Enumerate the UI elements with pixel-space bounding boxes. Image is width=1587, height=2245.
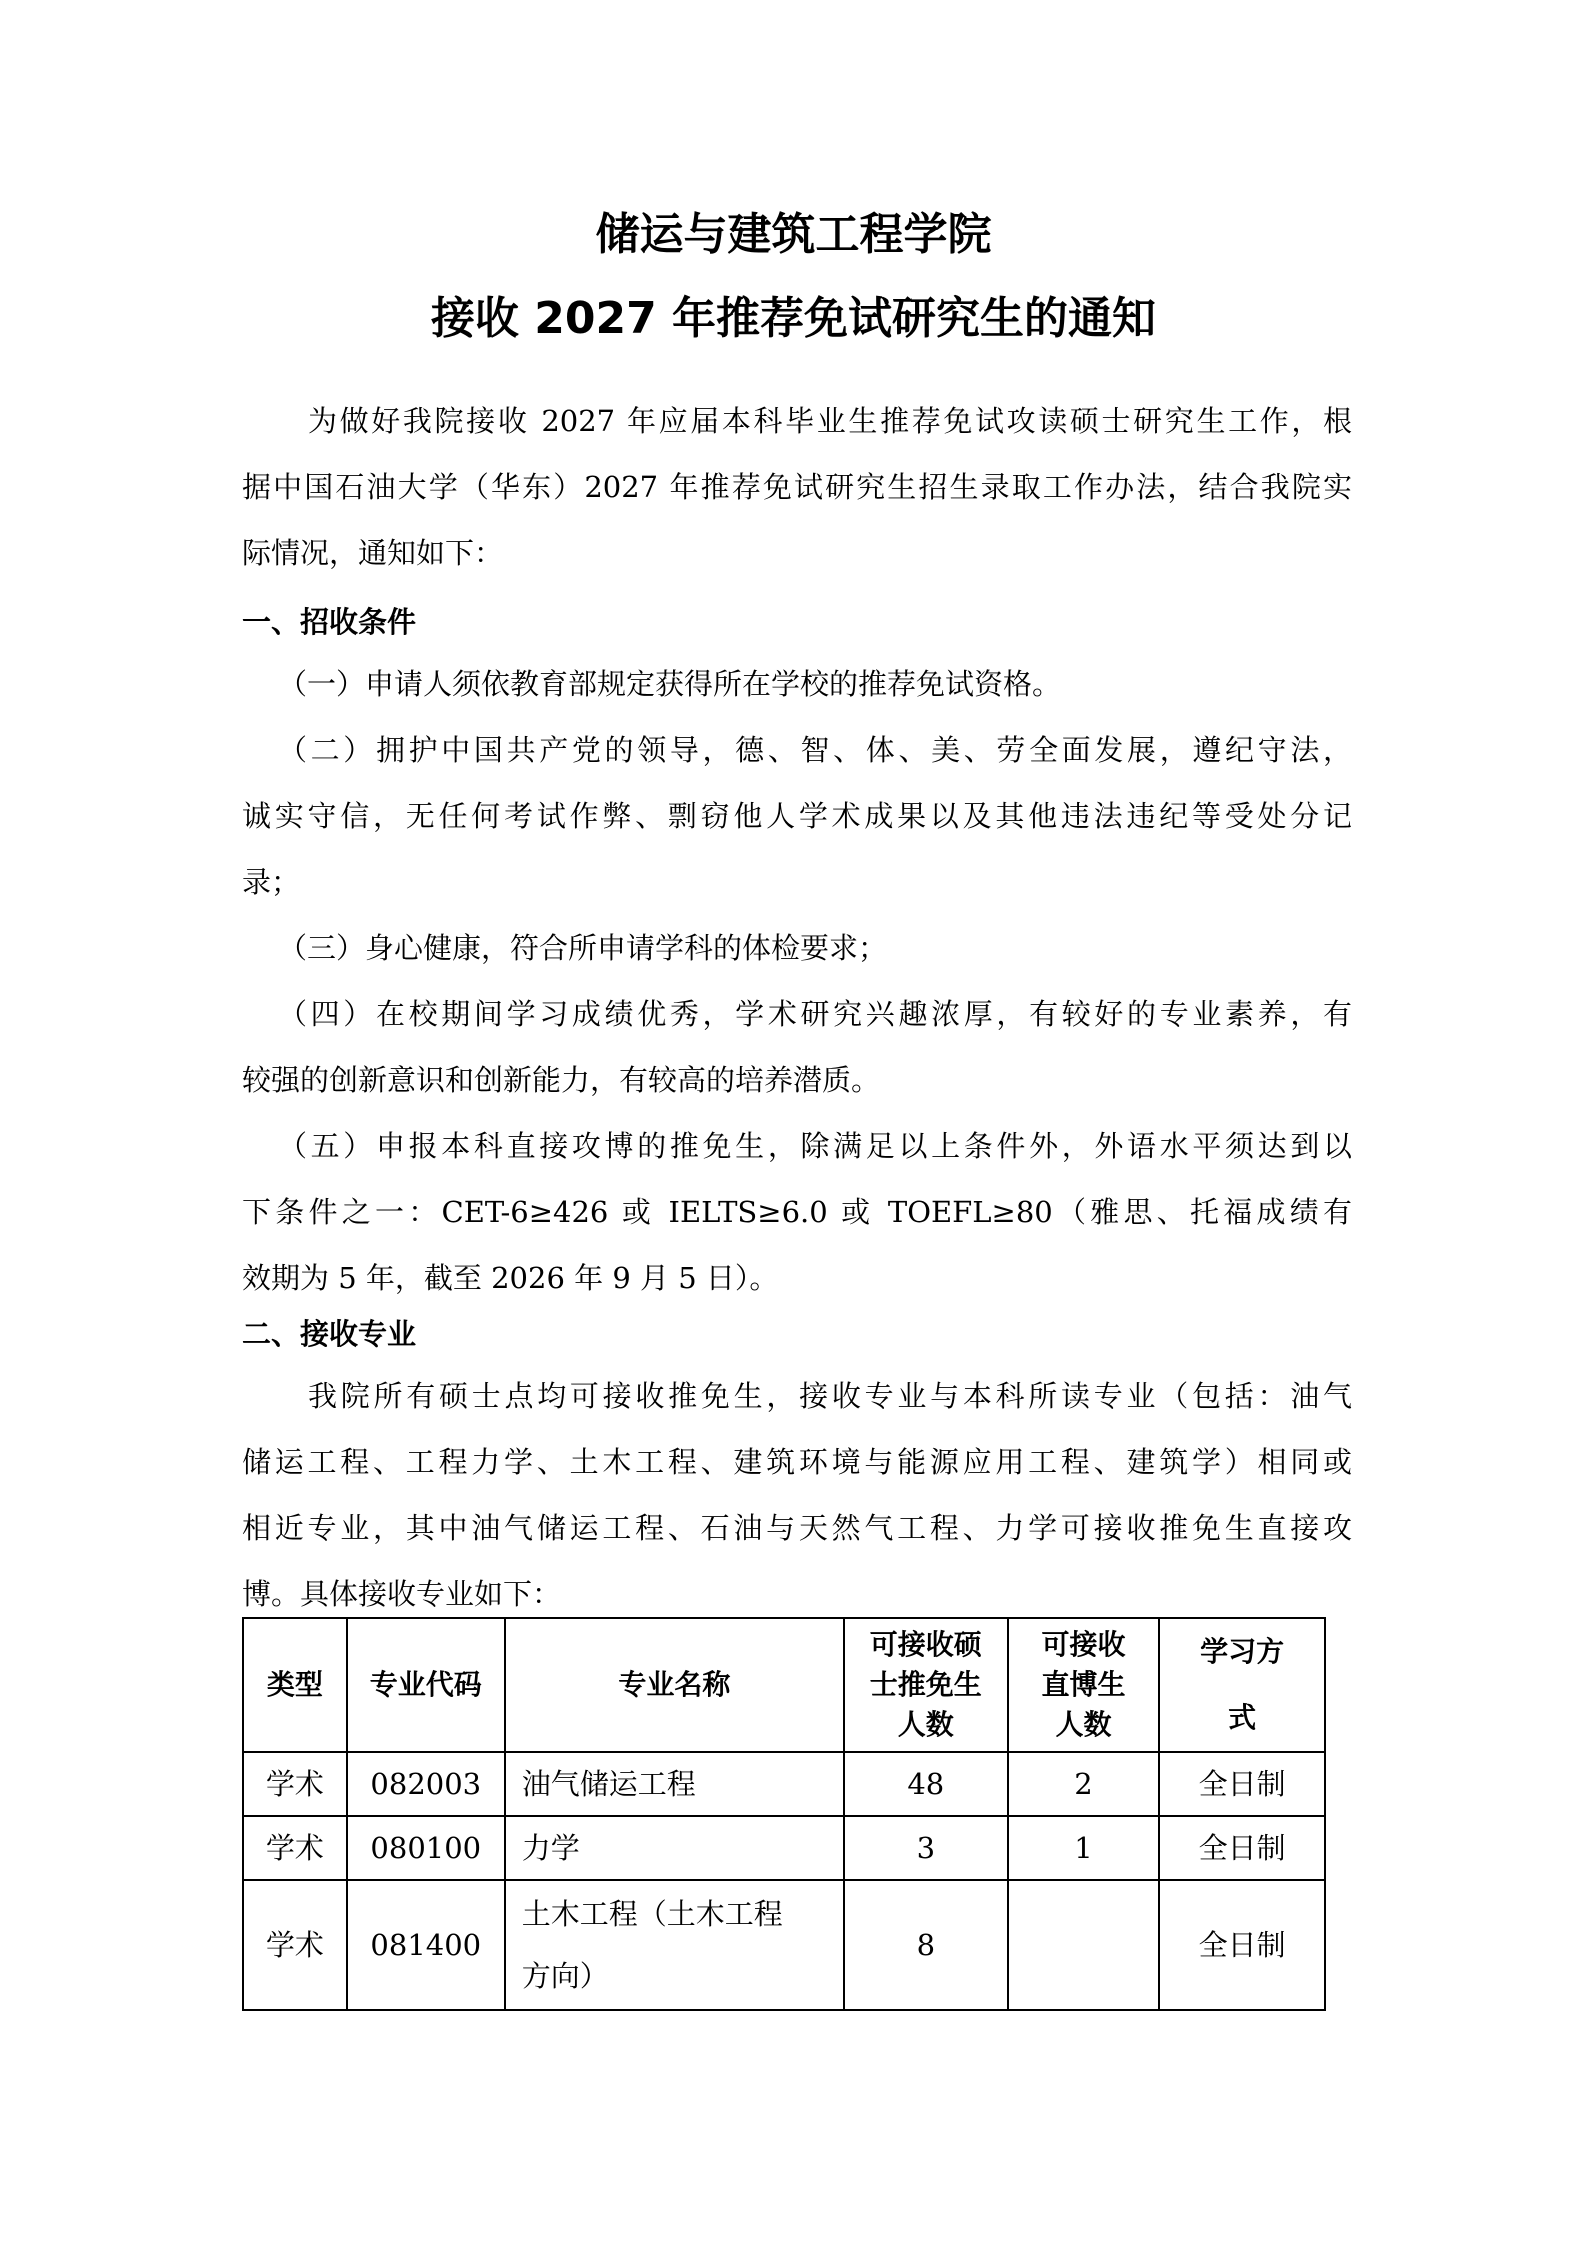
condition-line: （二）拥护中国共产党的领导，德、智、体、美、劳全面发展，遵纪守法， (278, 733, 1352, 767)
condition-line: （四）在校期间学习成绩优秀，学术研究兴趣浓厚，有较好的专业素养，有 (278, 997, 1352, 1031)
condition-line: 效期为 5 年，截至 2026 年 9 月 5 日）。 (242, 1261, 779, 1295)
header-study-mode (1159, 1618, 1325, 1752)
intro-paragraph (242, 388, 1352, 586)
cell-name-line: 方向） (521, 1959, 609, 1993)
document-title-line1: 储运与建筑工程学院 (595, 209, 992, 260)
condition-line: （一）申请人须依教育部规定获得所在学校的推荐免试资格。 (278, 667, 1062, 701)
cell-study-mode: 全日制 (1159, 1880, 1325, 2010)
section1-heading: 一、招收条件 (242, 605, 417, 639)
cell-code: 081400 (347, 1880, 505, 2010)
cell-name (505, 1880, 844, 2010)
cell-name: 油气储运工程 (505, 1752, 844, 1816)
section2-heading: 二、接收专业 (242, 1317, 417, 1351)
header-code: 专业代码 (347, 1618, 505, 1752)
cell-master-count: 3 (844, 1816, 1008, 1880)
cell-phd-count (1008, 1880, 1160, 2010)
table-header-row (243, 1618, 1325, 1752)
cell-name: 力学 (505, 1816, 844, 1880)
intro-line: 据中国石油大学（华东）2027 年推荐免试研究生招生录取工作办法，结合我院实 (242, 470, 1352, 504)
cell-type: 学术 (243, 1880, 347, 2010)
cell-type: 学术 (243, 1816, 347, 1880)
majors-line: 我院所有硕士点均可接收推免生，接收专业与本科所读专业（包括：油气 (308, 1379, 1352, 1413)
header-type: 类型 (243, 1618, 347, 1752)
table-row (243, 1880, 1325, 2010)
cell-master-count: 8 (844, 1880, 1008, 2010)
majors-table (242, 1617, 1326, 2011)
header-text-line: 式 (1228, 1701, 1257, 1734)
cell-code: 080100 (347, 1816, 505, 1880)
header-text-line: 士推免生 (869, 1668, 982, 1701)
table-row (243, 1816, 1325, 1880)
section1-conditions (242, 651, 1352, 1311)
header-name: 专业名称 (505, 1618, 844, 1752)
condition-line: 诚实守信，无任何考试作弊、剽窃他人学术成果以及其他违法违纪等受处分记 (242, 799, 1352, 833)
majors-line: 相近专业，其中油气储运工程、石油与天然气工程、力学可接收推免生直接攻 (242, 1511, 1352, 1545)
cell-study-mode: 全日制 (1159, 1752, 1325, 1816)
header-text-line: 学习方 (1200, 1635, 1285, 1668)
header-master-count (844, 1618, 1008, 1752)
condition-line: 下条件之一：CET-6≥426 或 IELTS≥6.0 或 TOEFL≥80（雅思、托福成绩有 (242, 1195, 1352, 1229)
header-phd-count (1008, 1618, 1160, 1752)
cell-phd-count: 1 (1008, 1816, 1160, 1880)
cell-type: 学术 (243, 1752, 347, 1816)
cell-code: 082003 (347, 1752, 505, 1816)
condition-line: 录； (242, 865, 301, 899)
table-row (243, 1752, 1325, 1816)
header-text-line: 人数 (1055, 1708, 1112, 1741)
cell-study-mode: 全日制 (1159, 1816, 1325, 1880)
header-text-line: 人数 (897, 1708, 954, 1741)
intro-line: 为做好我院接收 2027 年应届本科毕业生推荐免试攻读硕士研究生工作，根 (308, 404, 1352, 438)
cell-name-line: 土木工程（土木工程 (521, 1897, 783, 1931)
condition-line: （五）申报本科直接攻博的推免生，除满足以上条件外，外语水平须达到以 (278, 1129, 1352, 1163)
header-text-line: 直博生 (1041, 1668, 1126, 1701)
majors-line: 博。具体接收专业如下： (242, 1577, 562, 1611)
condition-line: （三）身心健康，符合所申请学科的体检要求； (278, 931, 888, 965)
document-title-line2: 接收 2027 年推荐免试研究生的通知 (430, 293, 1157, 344)
cell-phd-count: 2 (1008, 1752, 1160, 1816)
header-text-line: 可接收 (1041, 1628, 1126, 1661)
intro-line: 际情况，通知如下： (242, 536, 504, 570)
header-text-line: 可接收硕 (869, 1628, 982, 1661)
cell-master-count: 48 (844, 1752, 1008, 1816)
condition-line: 较强的创新意识和创新能力，有较高的培养潜质。 (242, 1063, 881, 1097)
section2-paragraph (242, 1363, 1352, 1627)
majors-line: 储运工程、工程力学、土木工程、建筑环境与能源应用工程、建筑学）相同或 (242, 1445, 1352, 1479)
